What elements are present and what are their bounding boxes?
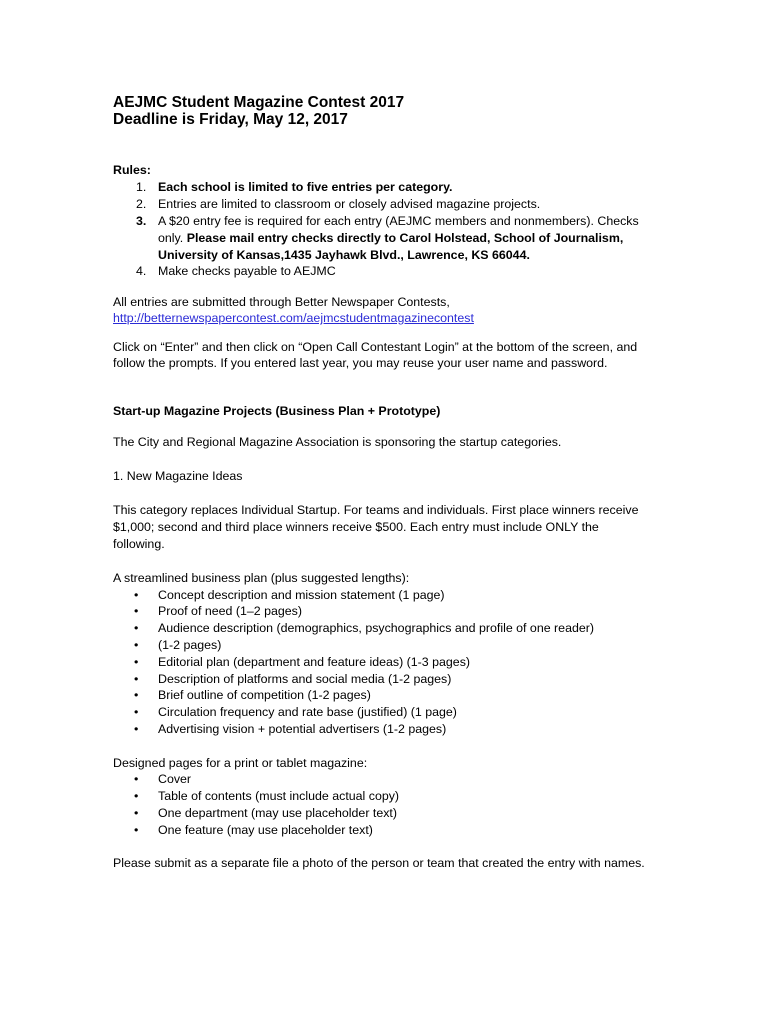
plan-item: Advertising vision + potential advertisers (1-2 pages) (158, 722, 447, 736)
rule-text-plain: only. (158, 231, 187, 245)
rule-number: 3. (136, 214, 147, 228)
deadline-title: Deadline is Friday, May 12, 2017 (113, 111, 348, 128)
designed-intro: Designed pages for a print or tablet magazine: (113, 756, 368, 770)
rule-text: Make checks payable to AEJMC (158, 264, 336, 278)
rule-number: 1. (136, 180, 147, 194)
bullet-icon: • (134, 722, 139, 736)
doc-title: AEJMC Student Magazine Contest 2017 (113, 94, 405, 111)
rule-number: 2. (136, 197, 147, 211)
instructions-line-1: Click on “Enter” and then click on “Open Call Contestant Login” at the bottom of the screen, and (113, 340, 638, 354)
bullet-icon: • (134, 806, 139, 820)
contest-link[interactable]: http://betternewspapercontest.com/aejmcstudentmagazinecontest (113, 311, 474, 325)
plan-item: Concept description and mission statement (1 page) (158, 588, 445, 602)
rule-text: Entries are limited to classroom or closely advised magazine projects. (158, 197, 541, 211)
rule-text-bold: Please mail entry checks directly to Carol Holstead, School of Journalism, (186, 231, 624, 245)
rules-heading: Rules: (113, 163, 151, 177)
rule-text: A $20 entry fee is required for each entry (AEJMC members and nonmembers). Checks (158, 214, 639, 228)
bullet-icon: • (134, 588, 139, 602)
bullet-icon: • (134, 621, 139, 635)
designed-item: One department (may use placeholder text) (158, 806, 397, 820)
rule-text-continued (158, 230, 623, 247)
plan-item: Proof of need (1–2 pages) (158, 604, 302, 618)
rule-number: 4. (136, 264, 147, 278)
bullet-icon: • (134, 789, 139, 803)
designed-item: One feature (may use placeholder text) (158, 823, 373, 837)
designed-item: Cover (158, 772, 192, 786)
sponsor-line: The City and Regional Magazine Association is sponsoring the startup categories. (113, 435, 562, 449)
final-line: Please submit as a separate file a photo of the person or team that created the entry with names. (113, 856, 645, 870)
bullet-icon: • (134, 604, 139, 618)
bullet-icon: • (134, 655, 139, 669)
bullet-icon: • (134, 688, 139, 702)
plan-item: Description of platforms and social media (1-2 pages) (158, 672, 452, 686)
startup-heading: Start-up Magazine Projects (Business Plan + Prototype) (113, 404, 441, 418)
plan-item: Audience description (demographics, psychographics and profile of one reader) (158, 621, 594, 635)
category-title: 1. New Magazine Ideas (113, 469, 243, 483)
designed-item: Table of contents (must include actual copy) (158, 789, 400, 803)
bullet-icon: • (134, 638, 139, 652)
category-desc-3: following. (113, 537, 165, 551)
submit-line: All entries are submitted through Better Newspaper Contests, (113, 295, 450, 309)
plan-item: Circulation frequency and rate base (justified) (1 page) (158, 705, 457, 719)
bullet-icon: • (134, 705, 139, 719)
instructions-line-2: follow the prompts. If you entered last year, you may reuse your user name and password. (113, 356, 608, 370)
plan-intro: A streamlined business plan (plus suggested lengths): (113, 571, 410, 585)
bullet-icon: • (134, 823, 139, 837)
plan-item: Brief outline of competition (1-2 pages) (158, 688, 371, 702)
rule-address: University of Kansas,1435 Jayhawk Blvd., Lawrence, KS 66044. (158, 248, 530, 262)
category-desc-2: $1,000; second and third place winners receive $500. Each entry must include ONLY the (113, 520, 599, 534)
category-desc-1: This category replaces Individual Startup. For teams and individuals. First place winners receive (113, 503, 639, 517)
bullet-icon: • (134, 772, 139, 786)
rule-text: Each school is limited to five entries per category. (158, 180, 453, 194)
plan-item: Editorial plan (department and feature ideas) (1-3 pages) (158, 655, 471, 669)
bullet-icon: • (134, 672, 139, 686)
plan-item: (1-2 pages) (158, 638, 222, 652)
